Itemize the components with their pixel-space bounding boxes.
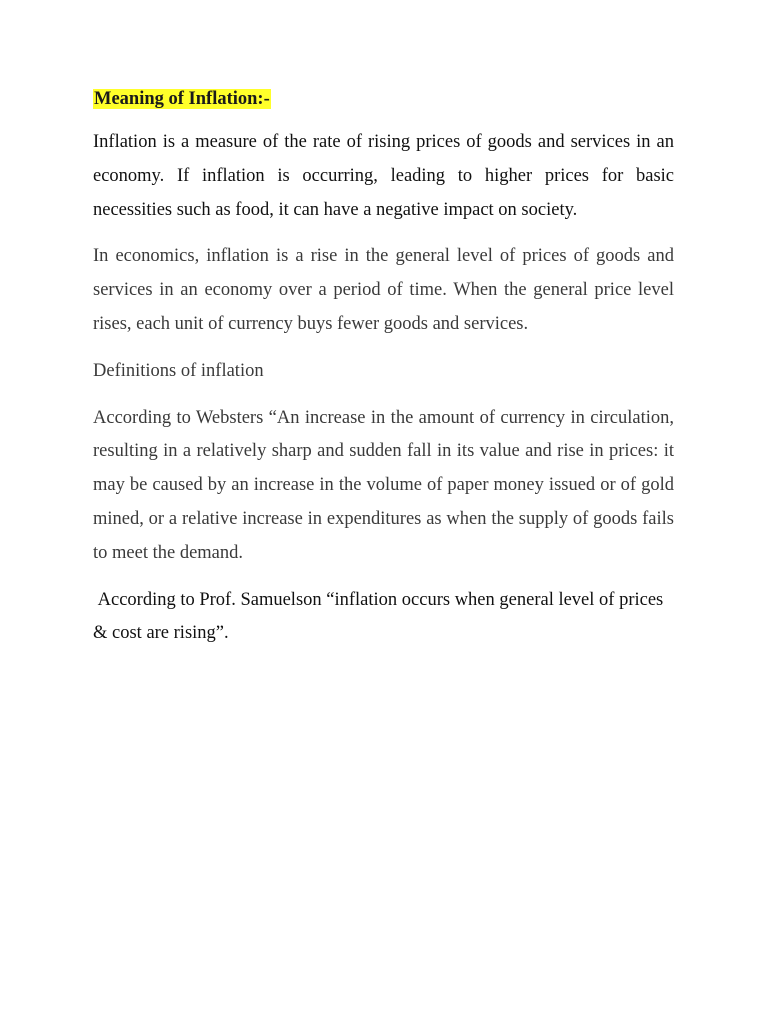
highlighted-heading-text: Meaning of Inflation:- bbox=[94, 89, 270, 109]
heading-meaning-of-inflation bbox=[93, 84, 674, 114]
paragraph-economics-definition: In economics, inflation is a rise in the general level of prices of goods and services in an economy over a period of time. When the general price level rises, each unit of currency buys fewer goods and services. bbox=[93, 246, 674, 334]
subheading-definitions: Definitions of inflation bbox=[93, 360, 264, 381]
paragraph-inflation-measure: Inflation is a measure of the rate of rising prices of goods and services in an economy. If inflation is occurring, leading to higher prices for basic necessities such as food, it can have a negative impact on society. bbox=[93, 132, 674, 220]
paragraph-websters-definition: According to Websters “An increase in the amount of currency in circulation, resulting in a relatively sharp and sudden fall in its value and rise in prices: it may be caused by an increase in the volume of paper money issued or of gold mined, or a relative increase in expenditures as when the supply of goods fails to meet the demand. bbox=[93, 407, 674, 563]
paragraph-samuelson-definition: According to Prof. Samuelson “inflation occurs when general level of prices & cost are rising”. bbox=[93, 589, 664, 644]
document-page bbox=[93, 84, 674, 664]
